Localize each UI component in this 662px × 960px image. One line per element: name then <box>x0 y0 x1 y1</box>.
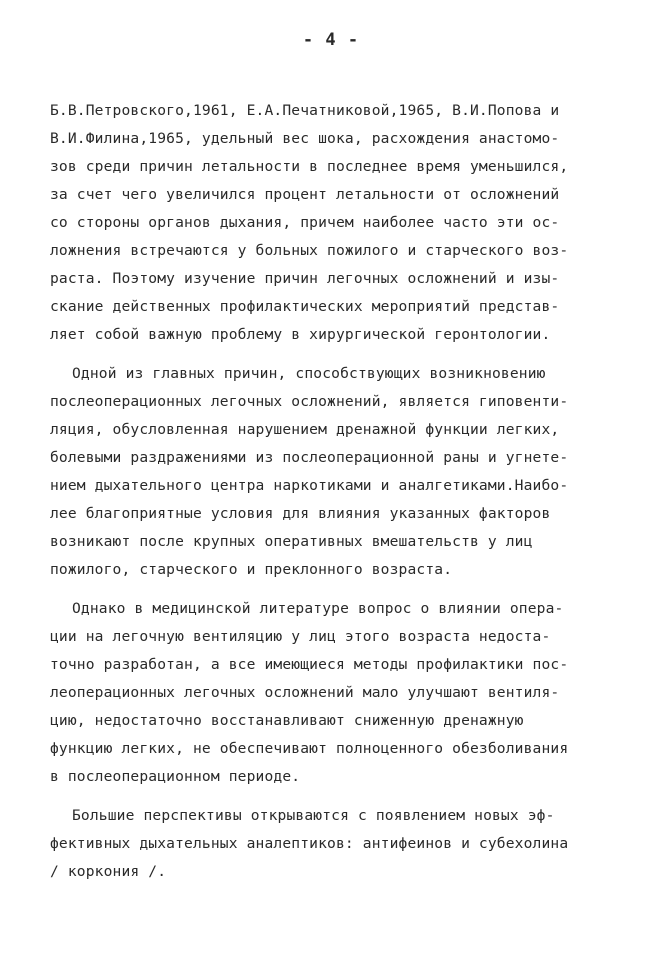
text-line: нием дыхательного центра наркотиками и аналгетиками.Наибо- <box>50 477 569 494</box>
text-line: ложнения встречаются у больных пожилого и старческого воз- <box>50 242 569 259</box>
text-line: в послеоперационном периоде. <box>50 768 301 785</box>
text-line: цию, недостаточно восстанавливают сниженную дренажную <box>50 712 524 729</box>
text-line: за счет чего увеличился процент летальности от осложнений <box>50 186 560 203</box>
text-line: ции на легочную вентиляцию у лиц этого возраста недоста- <box>50 628 551 645</box>
text-line: зов среди причин летальности в последнее время уменьшился, <box>50 158 569 175</box>
text-line: фективных дыхательных аналептиков: антифеинов и субехолина <box>50 835 569 852</box>
text-line: ляет собой важную проблему в хирургической геронтологии. <box>50 326 551 343</box>
text-line: пожилого, старческого и преклонного возраста. <box>50 561 453 578</box>
text-line: скание действенных профилактических мероприятий представ- <box>50 298 560 315</box>
text-line: лее благоприятные условия для влияния указанных факторов <box>50 505 551 522</box>
text-line: В.И.Филина,1965, удельный вес шока, расхождения анастомо- <box>50 130 560 147</box>
paragraph-1 <box>50 97 620 349</box>
text-line: ляция, обусловленная нарушением дренажной функции легких, <box>50 421 560 438</box>
text-line: / коркония /. <box>50 863 167 880</box>
text-line: леоперационных легочных осложнений мало улучшают вентиля- <box>50 684 560 701</box>
text-line: функцию легких, не обеспечивают полноценного обезболивания <box>50 740 569 757</box>
text-line: Б.В.Петровского,1961, Е.А.Печатниковой,1965, В.И.Попова и <box>50 102 560 119</box>
text-line: болевыми раздражениями из послеоперационной раны и угнете- <box>50 449 569 466</box>
text-line: Однако в медицинской литературе вопрос о влиянии опера- <box>72 600 564 617</box>
text-line: раста. Поэтому изучение причин легочных осложнений и изы- <box>50 270 560 287</box>
text-line: точно разработан, а все имеющиеся методы профилактики пос- <box>50 656 569 673</box>
text-line: возникают после крупных оперативных вмешательств у лиц <box>50 533 533 550</box>
text-line: Большие перспективы открываются с появлением новых эф- <box>72 807 555 824</box>
paragraph-3 <box>50 595 620 791</box>
body-text <box>50 97 620 886</box>
text-line: со стороны органов дыхания, причем наиболее часто эти ос- <box>50 214 560 231</box>
text-line: Одной из главных причин, способствующих возникновению <box>72 365 546 382</box>
paragraph-4 <box>50 802 620 886</box>
text-line: послеоперационных легочных осложнений, является гиповенти- <box>50 393 569 410</box>
paragraph-2 <box>50 360 620 584</box>
page-number: - 4 - <box>302 30 360 50</box>
